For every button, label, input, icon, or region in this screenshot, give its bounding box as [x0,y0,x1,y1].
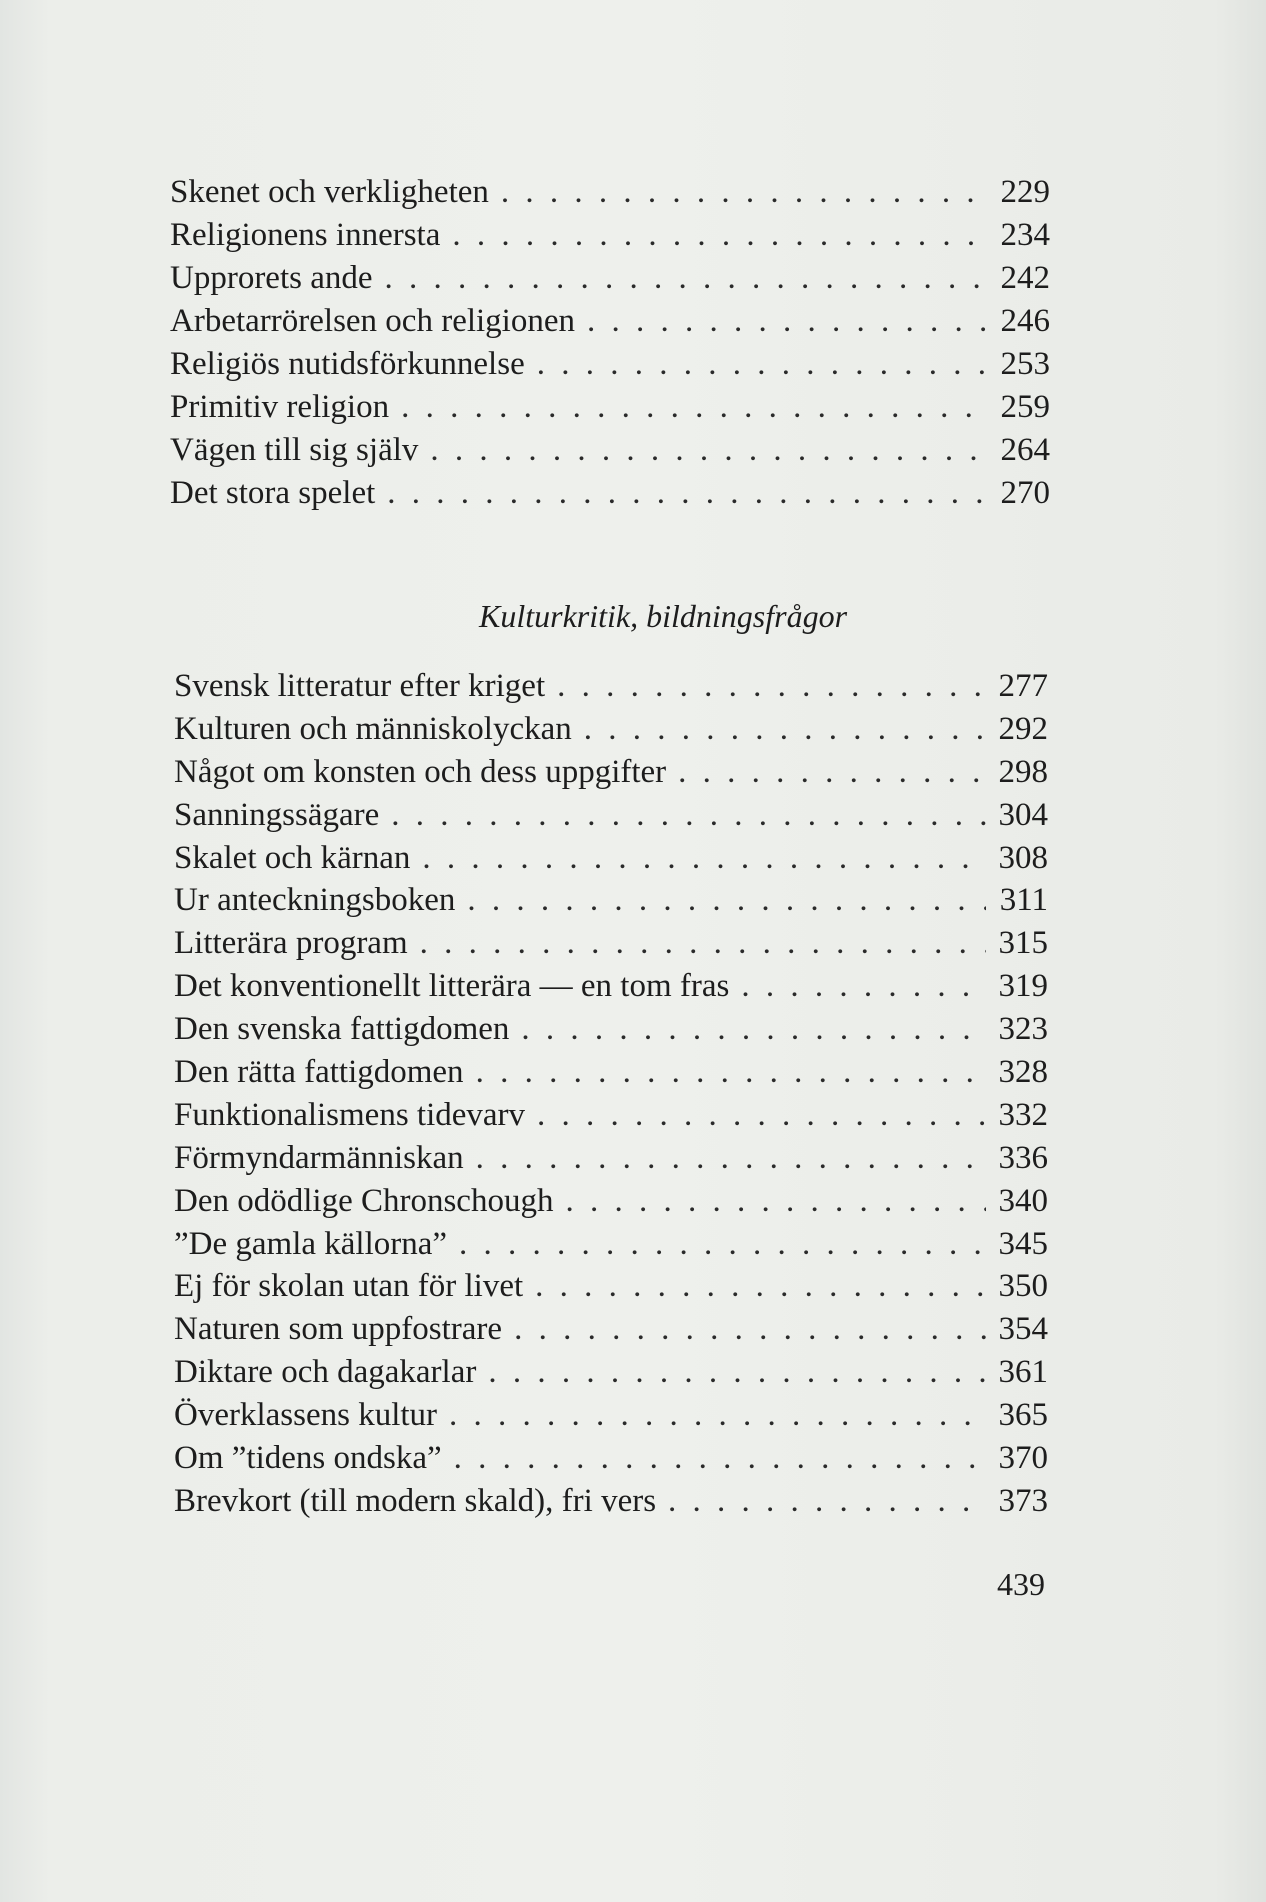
section-heading: Kulturkritik, bildningsfrågor [478,598,848,634]
dot-leader [476,1051,986,1094]
dot-leader [535,1265,986,1308]
toc-entry-title: ”De gamla källorna” [174,1225,448,1262]
toc-entry [174,1351,1048,1394]
toc-entry-title: Ur anteckningsboken [174,882,456,919]
toc-entry [174,1437,1048,1480]
toc-entry-page: 319 [998,968,1048,1005]
dot-leader [537,343,988,386]
toc-entry [174,1180,1048,1223]
toc-entry-title: Förmyndarmänniskan [174,1139,464,1176]
dot-leader [587,300,988,343]
toc-entry [170,214,1050,257]
toc-entry-page: 336 [998,1139,1048,1176]
toc-entry-page: 354 [998,1311,1048,1348]
toc-entry-title: Den rätta fattigdomen [174,1054,464,1091]
toc-entry [174,1308,1048,1351]
toc-entry-page: 345 [998,1225,1048,1262]
toc-entry [174,665,1048,708]
dot-leader [401,386,988,429]
toc-entry-page: 315 [998,925,1048,962]
toc-entry-page: 340 [998,1182,1048,1219]
dot-leader [521,1008,986,1051]
toc-entry-title: Naturen som uppfostrare [174,1311,503,1348]
dot-leader [476,1137,986,1180]
toc-entry [174,1480,1048,1523]
toc-entry-page: 242 [1000,260,1050,296]
dot-leader [385,257,988,300]
toc-entry-title: Överklassens kultur [174,1397,438,1434]
toc-entry-title: Kulturen och människolyckan [174,710,572,747]
dot-leader [459,1223,986,1266]
toc-list-religion [170,171,1050,515]
toc-entry-page: 370 [998,1440,1048,1477]
toc-entry-page: 350 [998,1268,1048,1305]
toc-entry-title: Upprorets ande [170,260,373,296]
toc-entry-page: 373 [998,1482,1048,1519]
toc-entry [174,1094,1048,1137]
dot-leader [668,1480,986,1523]
toc-entry [170,386,1050,429]
toc-entry [174,708,1048,751]
dot-leader [565,1180,986,1223]
toc-entry-title: Det stora spelet [170,475,376,511]
toc-entry-page: 264 [1000,432,1050,468]
toc-entry-title: Svensk litteratur efter kriget [174,668,546,704]
dot-leader [514,1308,986,1351]
dot-leader [454,1437,986,1480]
toc-entry-title: Vägen till sig själv [170,432,419,468]
toc-entry-page: 270 [1000,475,1050,511]
toc-entry-title: Litterära program [174,925,408,962]
dot-leader [557,665,986,708]
toc-entry-title: Den svenska fattigdomen [174,1011,510,1048]
dot-leader [467,879,986,922]
toc-entry-title: Primitiv religion [170,389,390,425]
toc-entry [174,1265,1048,1308]
dot-leader [449,1394,986,1437]
toc-entry [174,1223,1048,1266]
toc-entry-title: Brevkort (till modern skald), fri vers [174,1482,657,1519]
toc-entry [170,171,1050,214]
toc-entry-page: 259 [1000,389,1050,425]
toc-entry [170,429,1050,472]
toc-entry-page: 253 [1000,346,1050,382]
toc-entry [174,965,1048,1008]
toc-entry-page: 304 [998,796,1048,833]
toc-entry-title: Religiös nutidsförkunnelse [170,346,525,382]
toc-entry-page: 365 [998,1397,1048,1434]
toc-entry-title: Skalet och kärnan [174,839,411,876]
toc-entry [174,794,1048,837]
toc-entry [174,837,1048,880]
dot-leader [420,922,986,965]
toc-entry-title: Religionens innersta [170,217,441,253]
toc-list-culture [174,665,1048,1523]
page-number: 439 [997,1566,1045,1602]
toc-entry-title: Den odödlige Chronschough [174,1182,554,1219]
toc-entry [174,1394,1048,1437]
toc-entry-page: 332 [998,1096,1048,1133]
toc-entry-title: Skenet och verkligheten [170,174,489,210]
dot-leader [430,429,988,472]
dot-leader [678,751,986,794]
toc-entry-page: 246 [1000,303,1050,339]
toc-entry-title: Sanningssägare [174,796,380,833]
dot-leader [452,214,988,257]
dot-leader [422,837,986,880]
toc-entry-page: 328 [998,1054,1048,1091]
toc-entry-page: 229 [1000,174,1050,210]
toc-entry [174,879,1048,922]
toc-entry-page: 234 [1000,217,1050,253]
dot-leader [584,708,986,751]
dot-leader [537,1094,986,1137]
toc-entry-page: 277 [998,668,1048,704]
toc-entry-title: Arbetarrörelsen och religionen [170,303,575,339]
toc-entry-page: 292 [998,710,1048,747]
toc-entry-page: 308 [998,839,1048,876]
toc-entry [170,257,1050,300]
toc-entry-title: Om ”tidens ondska” [174,1440,442,1477]
toc-entry [174,1137,1048,1180]
toc-entry [174,751,1048,794]
toc-entry-page: 361 [998,1354,1048,1391]
dot-leader [501,171,988,214]
toc-entry-page: 311 [999,882,1048,919]
toc-entry [174,1008,1048,1051]
dot-leader [391,794,986,837]
toc-entry [170,343,1050,386]
toc-entry-title: Ej för skolan utan för livet [174,1268,524,1305]
dot-leader [741,965,986,1008]
toc-entry-page: 298 [998,753,1048,790]
toc-entry-title: Funktionalismens tidevarv [174,1096,526,1133]
toc-entry [174,1051,1048,1094]
dot-leader [387,472,988,515]
toc-entry-page: 323 [998,1011,1048,1048]
toc-entry [174,922,1048,965]
toc-entry [170,472,1050,515]
toc-entry-title: Diktare och dagakarlar [174,1354,477,1391]
toc-entry-title: Det konventionellt litterära — en tom fras [174,968,730,1005]
toc-entry [170,300,1050,343]
dot-leader [488,1351,986,1394]
toc-entry-title: Något om konsten och dess uppgifter [174,753,667,790]
